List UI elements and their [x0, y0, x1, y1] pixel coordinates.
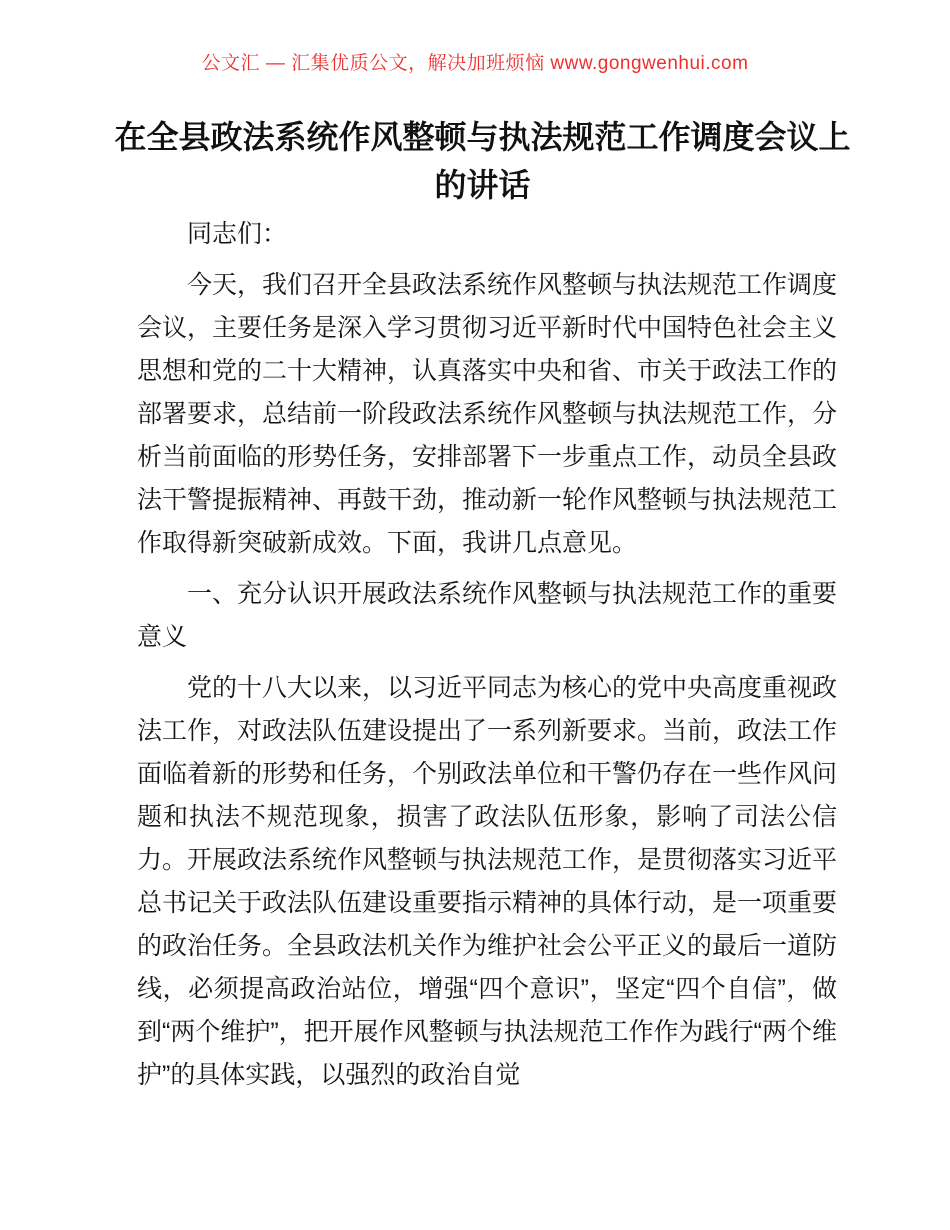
paragraph-opening: 今天，我们召开全县政法系统作风整顿与执法规范工作调度会议，主要任务是深入学习贯彻习近平新时代中国特色社会主义思想和党的二十大精神，认真落实中央和省、市关于政法工作的部署要求，总结前一阶段政法系统作风整顿与执法规范工作，分析当前面临的形势任务，安排部署下一步重点工作，动员全县政法干警提振精神、再鼓干劲，推动新一轮作风整顿与执法规范工作取得新突破新成效。下面，我讲几点意见。: [137, 271, 838, 557]
section-heading-one: 一、充分认识开展政法系统作风整顿与执法规范工作的重要意义: [137, 580, 838, 651]
document-title: 在全县政法系统作风整顿与执法规范工作调度会议上的讲话: [114, 119, 851, 203]
watermark-header: 公文汇 — 汇集优质公文，解决加班烦恼 www.gongwenhui.com: [201, 53, 749, 74]
paragraph-section-one: 党的十八大以来，以习近平同志为核心的党中央高度重视政法工作，对政法队伍建设提出了一系列新要求。当前，政法工作面临着新的形势和任务，个别政法单位和干警仍存在一些作风问题和执法不规范现象，损害了政法队伍形象，影响了司法公信力。开展政法系统作风整顿与执法规范工作，是贯彻落实习近平总书记关于政法队伍建设重要指示精神的具体行动，是一项重要的政治任务。全县政法机关作为维护社会公平正义的最后一道防线，必须提高政治站位，增强“四个意识”，坚定“四个自信”，做到“两个维护”，把开展作风整顿与执法规范工作作为践行“两个维护”的具体实践，以强烈的政治自觉: [137, 674, 838, 1089]
salutation-line: 同志们：: [187, 220, 288, 248]
document-body: [0, 213, 950, 1097]
